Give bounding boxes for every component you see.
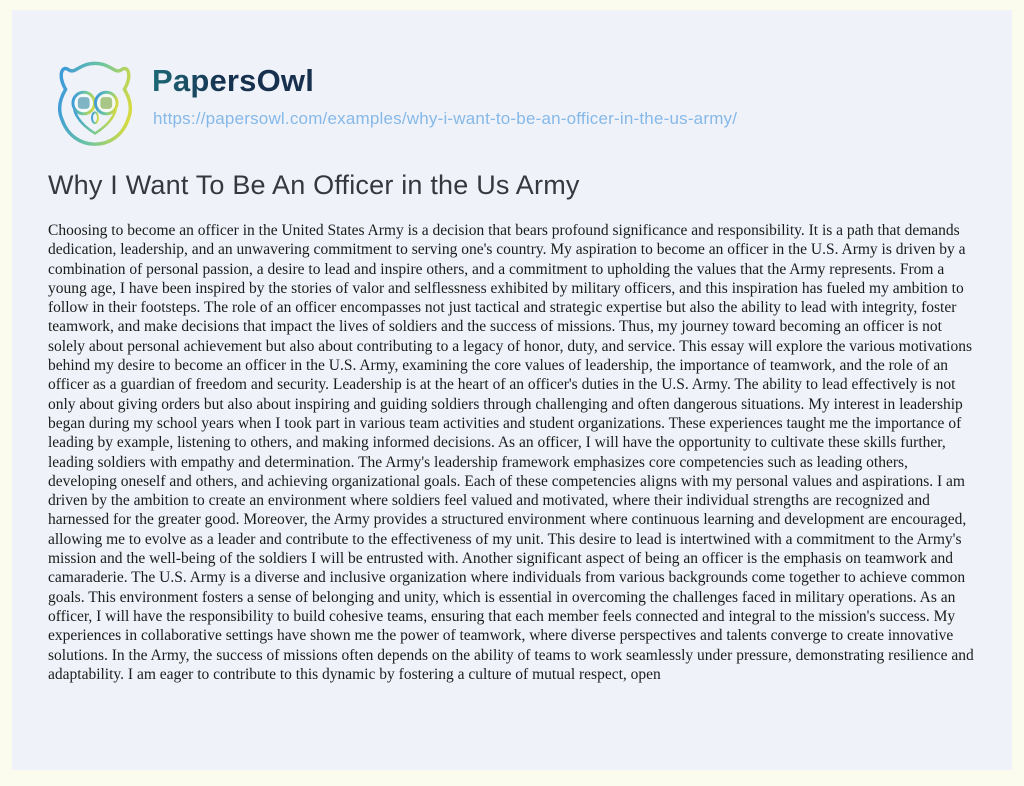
article-title: Why I Want To Be An Officer in the Us Army (48, 170, 580, 200)
document-page (12, 10, 1012, 770)
brand-name: PapersOwl (152, 63, 315, 98)
page-url-text: https://papersowl.com/examples/why-i-want-to-be-an-officer-in-the-us-army/ (153, 109, 738, 128)
article-body-paragraph: Choosing to become an officer in the United States Army is a decision that bears profound significance and responsibility. It is a path that demands dedication, leadership, and an unwavering commitment to serving one's country. My aspiration to become an officer in the U.S. Army is driven by a combination of personal passion, a desire to lead and inspire others, and a commitment to upholding the values that the Army represents. From a young age, I have been inspired by the stories of valor and selflessness exhibited by military officers, and this inspiration has fueled my ambition to follow in their footsteps. The role of an officer encompasses not just tactical and strategic expertise but also the ability to lead with integrity, foster teamwork, and make decisions that impact the lives of soldiers and the success of missions. Thus, my journey toward becoming an officer is not solely about personal achievement but also about contributing to a legacy of honor, duty, and service. This essay will explore the various motivations behind my desire to become an officer in the U.S. Army, examining the core values of leadership, the importance of teamwork, and the role of an officer as a guardian of freedom and security. Leadership is at the heart of an officer's duties in the U.S. Army. The ability to lead effectively is not only about giving orders but also about inspiring and guiding soldiers through challenging and often dangerous situations. My interest in leadership began during my school years when I took part in various team activities and student organizations. These experiences taught me the importance of leading by example, listening to others, and making informed decisions. As an officer, I will have the opportunity to cultivate these skills further, leading soldiers with empathy and determination. The Army's leadership framework emphasizes core competencies such as leading others, developing oneself and others, and achieving organizational goals. Each of these competencies aligns with my personal values and aspirations. I am driven by the ambition to create an environment where soldiers feel valued and motivated, where their individual strengths are recognized and harnessed for the greater good. Moreover, the Army provides a structured environment where continuous learning and development are encouraged, allowing me to evolve as a leader and contribute to the effectiveness of my unit. This desire to lead is intertwined with a commitment to the Army's mission and the well-being of the soldiers I will be entrusted with. Another significant aspect of being an officer is the emphasis on teamwork and camaraderie. The U.S. Army is a diverse and inclusive organization where individuals from various backgrounds come together to achieve common goals. This environment fosters a sense of belonging and unity, which is essential in overcoming the challenges faced in military operations. As an officer, I will have the responsibility to build cohesive teams, ensuring that each member feels connected and integral to the mission's success. My experiences in collaborative settings have shown me the power of teamwork, where diverse perspectives and talents converge to create innovative solutions. In the Army, the success of missions often depends on the ability of teams to work seamlessly under pressure, demonstrating resilience and adaptability. I am eager to contribute to this dynamic by fostering a culture of mutual respect, open (48, 222, 974, 683)
owl-logo-icon (46, 56, 144, 154)
papersowl-logo (46, 56, 144, 154)
